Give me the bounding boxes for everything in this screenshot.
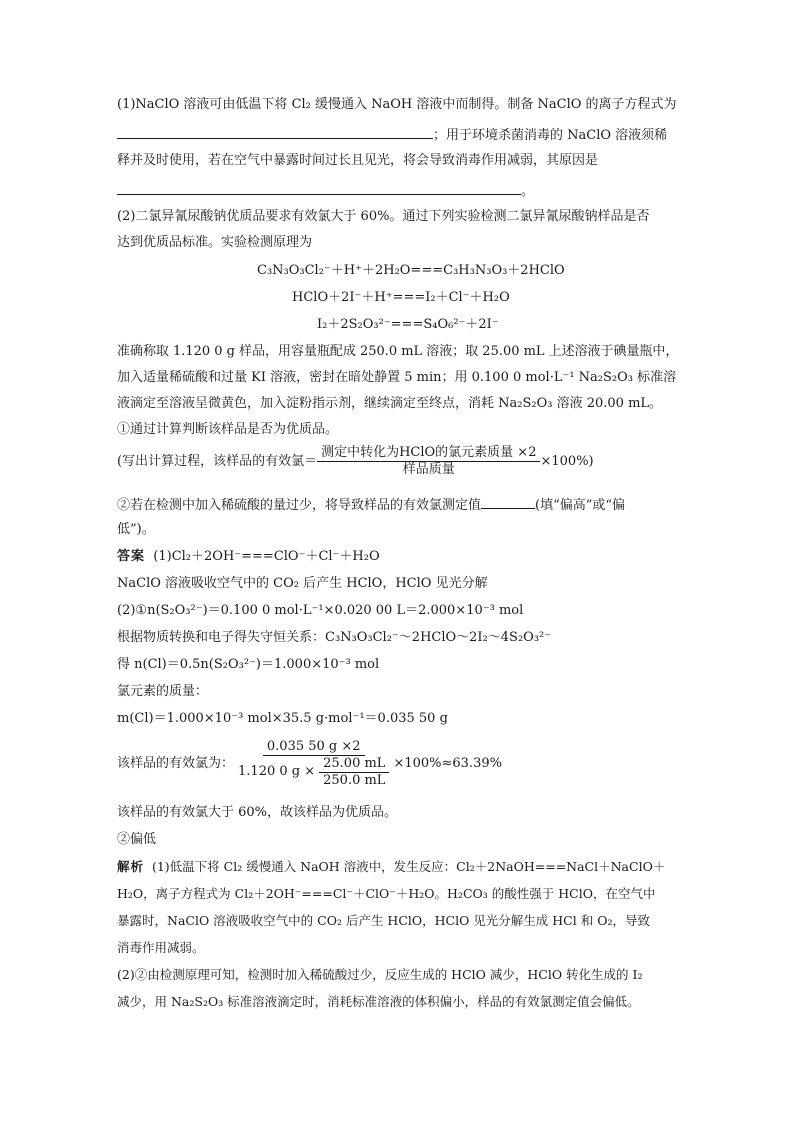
analysis-line4: 消毒作用减弱。 [117,940,205,955]
q1-line2-tail: ；用于环境杀菌消毒的 NaClO 溶液须稀 [433,128,668,143]
q2-sub2-text: ②若在检测中加入稀硫酸的量过少，将导致样品的有效氯测定值 [117,498,482,513]
answer-blank-2[interactable] [117,180,521,195]
q2-line2: 达到优质品标准。实验检测原理为 [117,235,313,250]
answer-line1 [117,548,380,566]
answer-1: (1)Cl₂＋2OH⁻===ClO⁻＋Cl⁻＋H₂O [153,549,380,564]
calc-numerator: 0.035 50 g ×2 [263,739,365,756]
q2-sub2-hint: (填“偏高”或“偏 [535,498,626,513]
q2-para-line2: 加入适量稀硫酸和过量 KI 溶液，密封在暗处静置 5 min；用 0.100 0 mol·L⁻¹ Na₂S₂O₃ 标准溶 [117,370,677,385]
q2-sub2 [117,494,625,515]
analysis-line6: 减少，用 Na₂S₂O₃ 标准溶液滴定时，消耗标准溶液的体积偏小，样品的有效氯测定值会偏低。 [117,994,640,1009]
analysis-text-1: (1)低温下将 Cl₂ 缓慢通入 NaOH 溶液中，发生反应：Cl₂＋2NaOH===NaCl＋NaClO＋ [151,859,666,874]
answer-line5: 得 n(Cl)＝0.5n(S₂O₃²⁻)＝1.000×10⁻³ mol [117,657,380,672]
q2-sub2-end: 低”)。 [117,522,155,537]
calc-fraction [234,739,393,789]
volume-ratio-fraction [319,756,389,789]
equation-2: HClO＋2I⁻＋H⁺===I₂＋Cl⁻＋H₂O [292,290,510,305]
formula-denominator: 样品质量 [402,462,455,477]
q1-line4-tail: 。 [521,184,535,199]
volume-ratio-denominator: 250.0 mL [323,772,386,788]
analysis-line3: 暴露时，NaClO 溶液吸收空气中的 CO₂ 后产生 HClO，HClO 见光分解生成 HCl 和 O₂，导致 [117,913,650,928]
formula-prefix: (写出计算过程，该样品的有效氯＝ [117,454,318,469]
q2-sub1: ①通过计算判断该样品是否为优质品。 [117,422,339,437]
answer-line3: (2)①n(S₂O₃²⁻)＝0.100 0 mol·L⁻¹×0.020 00 L＝2.000×10⁻³ mol [117,603,524,618]
answer-line4: 根据物质转换和电子得失守恒关系：C₃N₃O₃Cl₂⁻～2HClO～2I₂～4S₂O₃²⁻ [117,630,552,645]
answer-blank-3[interactable] [481,494,535,509]
formula-suffix: ×100%) [540,454,594,469]
answer-line2: NaClO 溶液吸收空气中的 CO₂ 后产生 HClO，HClO 见光分解 [117,576,488,591]
calc-denominator [234,756,393,789]
calc-prefix: 该样品的有效氯为： [117,756,235,771]
q1-line3: 释并及时使用，若在空气中暴露时间过长且见光，将会导致消毒作用减弱，其原因是 [117,153,599,168]
answer-line10: ②偏低 [117,832,157,847]
answer-blank-1[interactable] [117,124,433,139]
effective-chlorine-formula [117,444,594,480]
formula-numerator: 测定中转化为HClO的氯元素质量 ×2 [317,445,540,462]
answer-calculation [117,736,502,792]
analysis-label: 解析 [117,859,145,874]
q2-line1: (2)二氯异氰尿酸钠优质品要求有效氯大于 60%。通过下列实验检测二氯异氰尿酸钠样品是否 [117,209,650,224]
equation-1: C₃N₃O₃Cl₂⁻＋H⁺＋2H₂O===C₃H₃N₃O₃＋2HClO [257,263,565,278]
calc-denominator-mass: 1.120 0 g × [238,764,316,779]
q1-line2 [117,124,667,145]
answer-line6: 氯元素的质量： [117,684,209,699]
formula-fraction [317,445,540,478]
volume-ratio-numerator: 25.00 mL [319,756,389,773]
q1-line1: (1)NaClO 溶液可由低温下将 Cl₂ 缓慢通入 NaOH 溶液中而制得。制备 NaClO 的离子方程式为 [117,97,677,112]
answer-line9: 该样品的有效氯大于 60%，故该样品为优质品。 [117,805,398,820]
q1-line4 [117,180,534,201]
answer-label: 答案 [117,549,146,564]
analysis-line1 [117,858,665,876]
equation-3: I₂＋2S₂O₃²⁻===S₄O₆²⁻＋2I⁻ [317,317,499,332]
q2-para-line3: 液滴定至溶液呈微黄色，加入淀粉指示剂，继续滴定至终点，消耗 Na₂S₂O₃ 溶液 20.00 mL。 [117,396,663,411]
answer-line7: m(Cl)＝1.000×10⁻³ mol×35.5 g·mol⁻¹＝0.035 50 g [117,711,448,726]
analysis-line5: (2)②由检测原理可知，检测时加入稀硫酸过少，反应生成的 HClO 减少，HClO 转化生成的 I₂ [117,967,643,982]
calc-suffix: ×100%≈63.39% [393,756,502,771]
analysis-line2: H₂O，离子方程式为 Cl₂＋2OH⁻===Cl⁻＋ClO⁻＋H₂O。H₂CO₃ 的酸性强于 HClO，在空气中 [117,886,656,901]
q2-para-line1: 准确称取 1.120 0 g 样品，用容量瓶配成 250.0 mL 溶液；取 25.00 mL 上述溶液于碘量瓶中， [117,344,679,359]
